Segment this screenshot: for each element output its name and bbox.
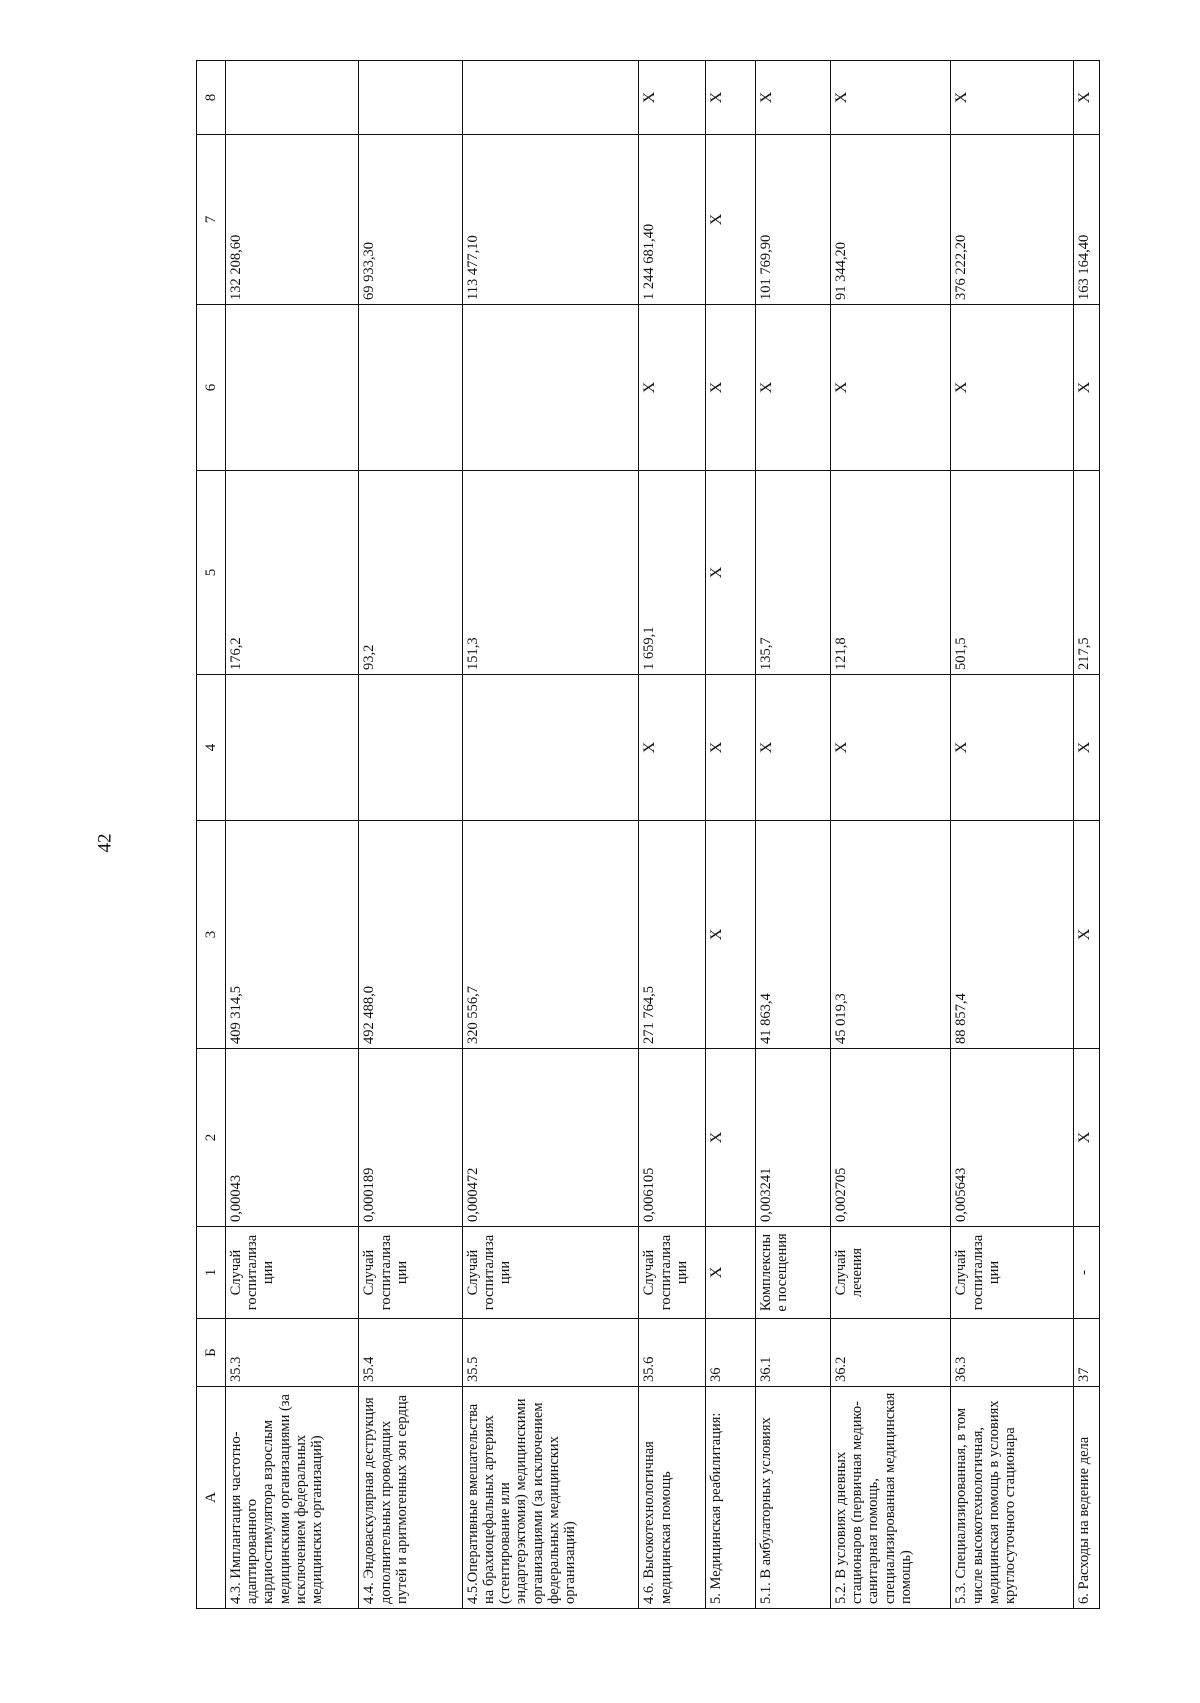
cell-col-5: 121,8 [830, 471, 951, 675]
cell-col-7: 113 477,10 [462, 135, 639, 305]
header-col-b: Б [197, 1319, 226, 1387]
cell-code: 36.1 [755, 1319, 830, 1387]
cell-col-3: X [706, 821, 756, 1049]
table-row [359, 61, 462, 1609]
cell-col-7: 376 222,20 [951, 135, 1074, 305]
table-row [226, 61, 359, 1609]
cell-col-4 [359, 675, 462, 821]
header-col-3: 3 [197, 821, 226, 1049]
cell-col-2: X [706, 1049, 756, 1227]
cell-col-3: 271 764,5 [639, 821, 706, 1049]
cell-col-6: X [755, 305, 830, 471]
cell-col-4: X [706, 675, 756, 821]
cell-col-3: 88 857,4 [951, 821, 1074, 1049]
cell-col-3: 45 019,3 [830, 821, 951, 1049]
cell-col-5: 217,5 [1074, 471, 1100, 675]
cell-col-5: 151,3 [462, 471, 639, 675]
cell-unit: Случай госпитализации [639, 1227, 706, 1319]
cell-col-8: X [706, 61, 756, 135]
cell-col-5: 135,7 [755, 471, 830, 675]
cell-unit: Случай госпитализации [359, 1227, 462, 1319]
cell-col-7: X [706, 135, 756, 305]
cell-col-2: X [1074, 1049, 1100, 1227]
header-col-6: 6 [197, 305, 226, 471]
cell-col-7: 1 244 681,40 [639, 135, 706, 305]
cell-col-8: X [755, 61, 830, 135]
cell-code: 37 [1074, 1319, 1100, 1387]
cell-name: 5.2. В условиях дневных стационаров (первичная медико-санитарная помощь, специализированная медицинская помощь) [830, 1387, 951, 1609]
cell-col-4 [462, 675, 639, 821]
page-number: 42 [94, 833, 116, 853]
table-row [706, 61, 756, 1609]
table-row [1074, 61, 1100, 1609]
cell-col-8 [359, 61, 462, 135]
cell-col-3: X [1074, 821, 1100, 1049]
cell-col-8: X [639, 61, 706, 135]
cell-col-4 [226, 675, 359, 821]
cell-col-6: X [951, 305, 1074, 471]
cell-col-5: X [706, 471, 756, 675]
cell-unit: Случай госпитализации [951, 1227, 1074, 1319]
header-col-4: 4 [197, 675, 226, 821]
cell-col-4: X [951, 675, 1074, 821]
cell-col-8: X [830, 61, 951, 135]
cell-code: 35.4 [359, 1319, 462, 1387]
cell-col-5: 501,5 [951, 471, 1074, 675]
cell-col-4: X [1074, 675, 1100, 821]
cell-name: 4.5.Оперативные вмешательства на брахиоцефальных артериях (стентирование или эндартерэктомия) медицинскими организациями (за исключением федеральных медицинских организаций) [462, 1387, 639, 1609]
cell-col-7: 69 933,30 [359, 135, 462, 305]
header-row [197, 61, 226, 1609]
cell-unit: - [1074, 1227, 1100, 1319]
cell-col-2: 0,005643 [951, 1049, 1074, 1227]
cell-col-3: 492 488,0 [359, 821, 462, 1049]
cell-col-2: 0,003241 [755, 1049, 830, 1227]
cell-col-5: 176,2 [226, 471, 359, 675]
header-col-8: 8 [197, 61, 226, 135]
cell-col-8: X [951, 61, 1074, 135]
cell-unit: Комплексные посещения [755, 1227, 830, 1319]
cell-col-2: 0,00043 [226, 1049, 359, 1227]
header-col-a: А [197, 1387, 226, 1609]
cell-unit: X [706, 1227, 756, 1319]
cell-name: 4.3. Имплантация частотно-адаптированного кардиостимулятора взрослым медицинскими организациями (за исключением федеральных медицинских организаций) [226, 1387, 359, 1609]
cell-col-6: X [706, 305, 756, 471]
cell-col-2: 0,000472 [462, 1049, 639, 1227]
cell-col-2: 0,000189 [359, 1049, 462, 1227]
cell-code: 36.2 [830, 1319, 951, 1387]
table-row [755, 61, 830, 1609]
table-row [951, 61, 1074, 1609]
header-col-7: 7 [197, 135, 226, 305]
cell-col-8 [226, 61, 359, 135]
table-row [830, 61, 951, 1609]
cell-col-8 [462, 61, 639, 135]
cell-col-6: X [639, 305, 706, 471]
cell-unit: Случай госпитализации [462, 1227, 639, 1319]
cell-code: 36 [706, 1319, 756, 1387]
cell-col-7: 101 769,90 [755, 135, 830, 305]
cell-col-4: X [639, 675, 706, 821]
table-row [462, 61, 639, 1609]
cell-col-8: X [1074, 61, 1100, 135]
cell-name: 5. Медицинская реабилитация: [706, 1387, 756, 1609]
cell-col-7: 132 208,60 [226, 135, 359, 305]
cell-col-2: 0,002705 [830, 1049, 951, 1227]
cell-code: 35.3 [226, 1319, 359, 1387]
cell-col-6 [462, 305, 639, 471]
cell-col-4: X [830, 675, 951, 821]
cell-col-3: 320 556,7 [462, 821, 639, 1049]
header-col-1: 1 [197, 1227, 226, 1319]
cell-code: 35.5 [462, 1319, 639, 1387]
cell-col-4: X [755, 675, 830, 821]
data-table [196, 60, 1100, 1609]
cell-name: 4.6. Высокотехнологичная медицинская помощь [639, 1387, 706, 1609]
header-col-5: 5 [197, 471, 226, 675]
cell-code: 35.6 [639, 1319, 706, 1387]
cell-col-7: 163 164,40 [1074, 135, 1100, 305]
cell-col-3: 41 863,4 [755, 821, 830, 1049]
cell-code: 36.3 [951, 1319, 1074, 1387]
cell-col-5: 1 659,1 [639, 471, 706, 675]
cell-name: 5.1. В амбулаторных условиях [755, 1387, 830, 1609]
cell-col-6 [226, 305, 359, 471]
cell-col-2: 0,006105 [639, 1049, 706, 1227]
cell-col-7: 91 344,20 [830, 135, 951, 305]
cell-name: 4.4. Эндоваскулярная деструкция дополнительных проводящих путей и аритмогенных зон сердца [359, 1387, 462, 1609]
cell-col-5: 93,2 [359, 471, 462, 675]
cell-col-6 [359, 305, 462, 471]
cell-col-6: X [1074, 305, 1100, 471]
cell-col-6: X [830, 305, 951, 471]
cell-unit: Случай госпитализации [226, 1227, 359, 1319]
cell-unit: Случай лечения [830, 1227, 951, 1319]
table-row [639, 61, 706, 1609]
cell-name: 6. Расходы на ведение дела [1074, 1387, 1100, 1609]
cell-name: 5.3. Специализированная, в том числе высокотехнологичная, медицинская помощь в условиях круглосуточного стационара [951, 1387, 1074, 1609]
header-col-2: 2 [197, 1049, 226, 1227]
cell-col-3: 409 314,5 [226, 821, 359, 1049]
table-frame [196, 61, 1100, 1609]
